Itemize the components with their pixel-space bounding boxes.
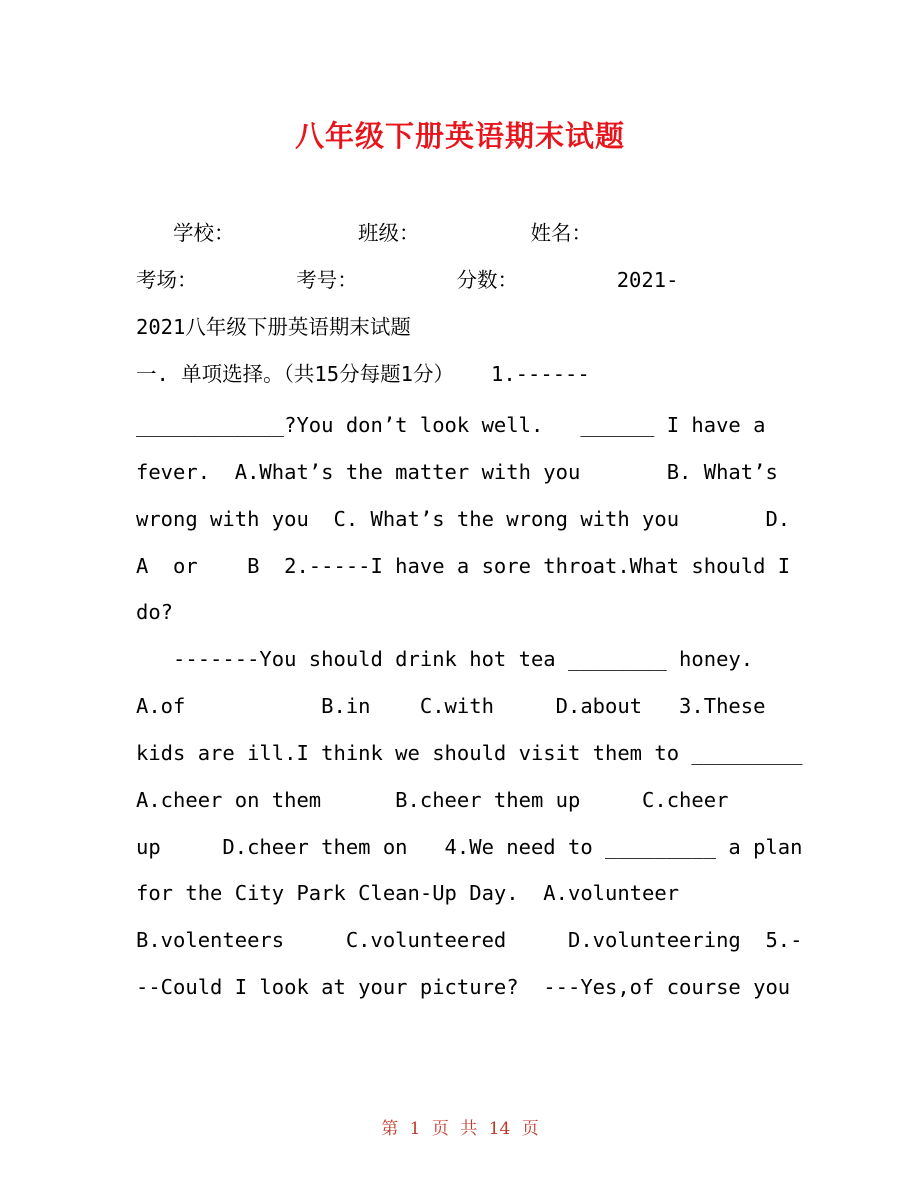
text-line-4: 一. 单项选择。（共15分每题1分） 1.------ [136,362,590,386]
text-line-14: up D.cheer them on 4.We need to _________ a plan [136,835,803,859]
document-title: 八年级下册英语期末试题 [294,119,625,153]
text-line-12: kids are ill.I think we should visit them to _________ [136,741,803,765]
page-footer: 第 1 页 共 14 页 [381,1119,539,1139]
text-line-7: wrong with you C. What’s the wrong with you D. [136,507,791,531]
text-line-13: A.cheer on them B.cheer them up C.cheer [136,788,729,812]
text-line-5: ____________?You don’t look well. ______ I have a [136,413,766,437]
text-line-9: do? [136,600,174,624]
text-line-2: 考场： 考号： 分数： 2021- [136,268,679,292]
text-line-16: B.volenteers C.volunteered D.volunteering 5.- [136,928,803,952]
text-line-6: fever. A.What’s the matter with you B. What’s [136,460,778,484]
text-line-10: -------You should drink hot tea ________ honey. [136,647,754,671]
text-line-11: A.of B.in C.with D.about 3.These [136,694,766,718]
text-line-15: for the City Park Clean-Up Day. A.volunteer [136,881,680,905]
text-line-3: 2021八年级下册英语期末试题 [136,315,411,339]
text-line-1: 学校： 班级： 姓名： [136,221,593,245]
text-line-17: --Could I look at your picture? ---Yes,of course you [136,975,791,999]
text-line-8: A or B 2.-----I have a sore throat.What should I [136,554,791,578]
